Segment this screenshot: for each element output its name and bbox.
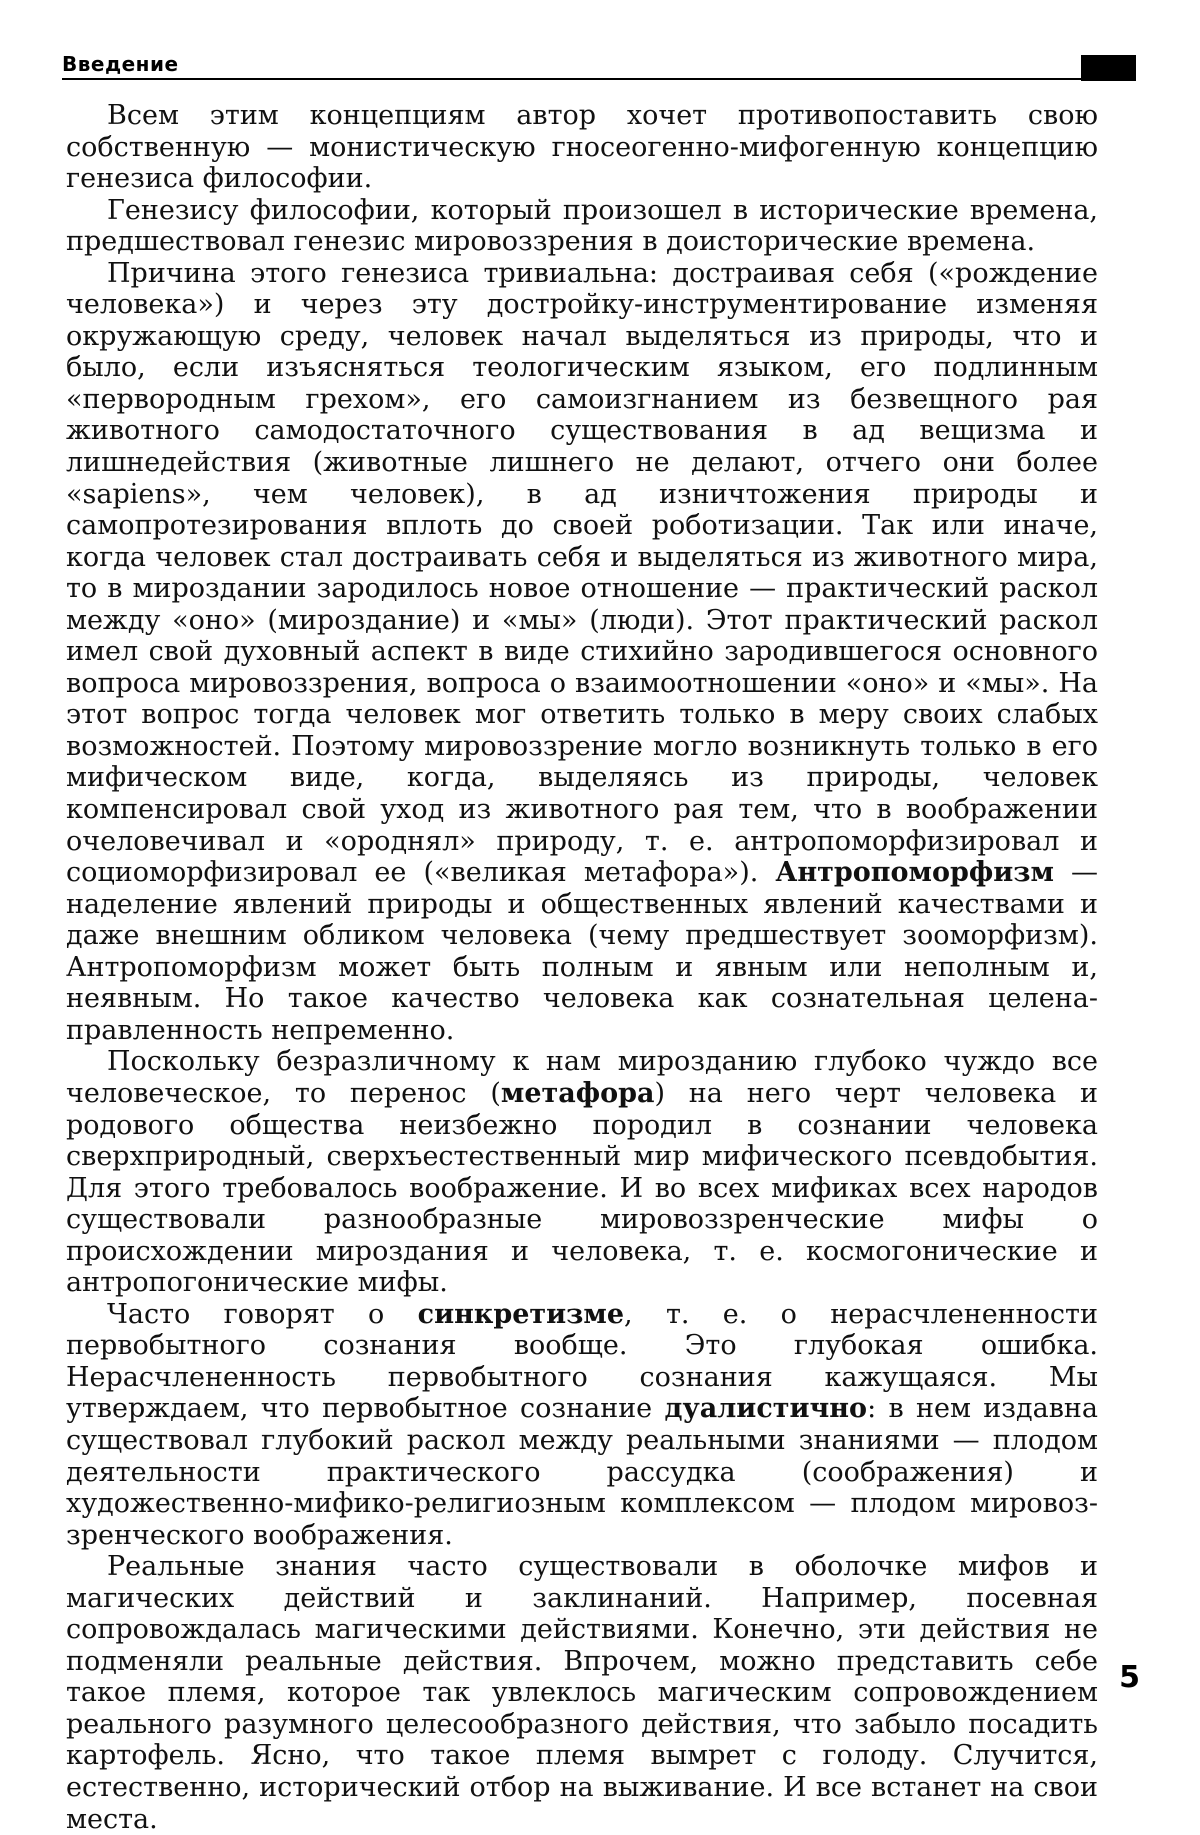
header-block-mark: [1081, 55, 1136, 81]
paragraph: [66, 1551, 1098, 1835]
text-run: Поскольку безразличному к нам мирозданию глубоко чуждо все чело­веческое, то перенос (: [66, 1046, 1098, 1109]
text-run: — наделение явлений природы и общественных явле­ний качествами и даже внешним обликом человека (чему предшествует зооморфизм). Антропоморфизм может быть полным и явным или непол­ным и, неявным. Но такое качество человека как сознательная целена­правленность непременно.: [66, 857, 1098, 1046]
text-run: Часто говорят о: [107, 1299, 418, 1330]
text-run: Генезису философии, который произошел в исторические времена, предшествовал генезис мировоззрения в доисторические времена.: [66, 195, 1098, 258]
running-head: Введение: [62, 52, 179, 76]
text-run: Причина этого генезиса тривиальна: достраивая себя («рождение че­ловека») и через эту достройку-инструментирование изменяя окружаю­щую среду, человек начал выделяться из природы, что и было, если изъяс­няться теологическим языком, его подлинным «первородным грехом», его самоизгнанием из безвещного рая животного самодостаточного сущест­вования в ад вещизма и лишнедействия (животные лишнего не делают, отчего они более «sapiens», чем человек), в ад изничтожения природы и самопротезирования вплоть до своей роботизации. Так или иначе, когда человек стал достраивать себя и выделяться из животного мира, то в ми­роздании зародилось новое отношение — практический раскол между «оно» (мироздание) и «мы» (люди). Этот практический раскол имел свой духовный аспект в виде стихийно зародившегося основного вопроса ми­ровоззрения, вопроса о взаимоотношении «оно» и «мы». На этот вопрос тогда человек мог ответить только в меру своих слабых возможностей. Поэтому мировоззрение могло возникнуть только в его мифическом виде, когда, выделяясь из природы, человек компенсировал свой уход из живот­ного рая тем, что в воображении очеловечивал и «ороднял» природу, т. е. антропоморфизировал и социоморфизировал ее («великая метафора»).: [66, 258, 1098, 888]
text-run: , т. е. о нерасчлененности первобытного сознания вообще. Это глубокая ошибка. Нерасчлененность первобытного сознания кажущаяся. Мы утверждаем, что первобытное сознание: [66, 1299, 1098, 1425]
paragraph: [66, 195, 1098, 258]
text-run: : в нем издавна существовал глубокий раскол между реальными зна­ниями — плодом деятельности практического рассудка (соображения) и художественно-мифико-религиозным комплексом — плодом мировоз­зренческого воображения.: [66, 1393, 1098, 1550]
paragraph: [66, 100, 1098, 195]
page-body: [66, 100, 1098, 1835]
bold-term: метафора: [501, 1078, 655, 1109]
page-number: 5: [1119, 1660, 1140, 1695]
text-run: Реальные знания часто существовали в оболочке мифов и магических действий и заклинаний. Например, посевная сопровождалась магически­ми действиями. Конечно, эти действия не подменяли реальные действия. Впрочем, можно представить себе такое племя, которое так увлеклось ма­гическим сопровождением реального разумного целесообразного дейст­вия, что забыло посадить картофель. Ясно, что такое племя вымрет с голо­ду. Случится, естественно, исторический отбор на выживание. И все вста­нет на свои места.: [66, 1551, 1098, 1834]
text-run: Всем этим концепциям автор хочет противопоставить свою собствен­ную — монистическую гносеогенно-мифогенную концепцию генезиса философии.: [66, 100, 1098, 194]
bold-term: Антропоморфизм: [775, 857, 1054, 888]
text-run: ) на него черт человека и родового общест­ва неизбежно породил в сознании человека сверхприродный, сверхъесте­ственный мир мифического псевдобытия. Для этого требовалось вообра­жение. И во всех мификах всех народов существовали разнообразные мировоззренческие мифы о происхождении мироздания и человека, т. е. космогонические и антропогонические мифы.: [66, 1078, 1098, 1298]
paragraph: [66, 1046, 1098, 1298]
bold-term: дуалис­тично: [664, 1393, 867, 1424]
header-rule: [62, 78, 1136, 80]
paragraph: [66, 258, 1098, 1047]
paragraph: [66, 1299, 1098, 1551]
bold-term: синкретизме: [418, 1299, 624, 1330]
